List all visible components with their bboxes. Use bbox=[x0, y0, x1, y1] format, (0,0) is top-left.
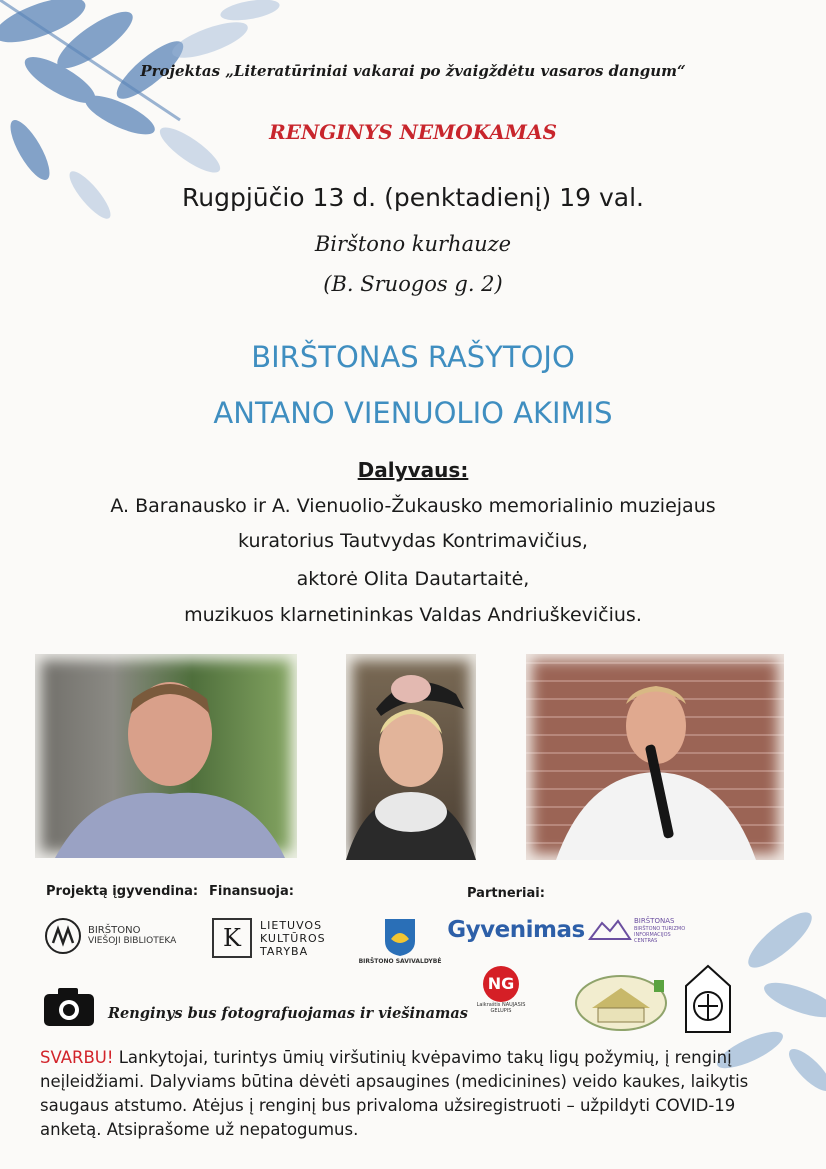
photo-notice: Renginys bus fotografuojamas ir viešinamas bbox=[108, 1005, 468, 1022]
participant-line-1: A. Baranausko ir A. Vienuolio-Žukausko memorialinio muziejaus bbox=[110, 495, 716, 517]
photo-actress bbox=[346, 654, 476, 860]
tourism-logo bbox=[588, 912, 708, 948]
event-address: (B. Sruogos g. 2) bbox=[323, 272, 503, 296]
photo-clarinetist bbox=[526, 654, 784, 860]
participants-heading: Dalyvaus: bbox=[357, 458, 469, 482]
free-event-badge: RENGINYS NEMOKAMAS bbox=[269, 120, 557, 144]
participant-line-3: aktorė Olita Dautartaitė, bbox=[296, 568, 530, 590]
library-emblem-icon bbox=[44, 917, 82, 955]
covid-notice bbox=[40, 1046, 800, 1142]
tourism-name-1: BIRŠTONAS bbox=[634, 917, 675, 925]
project-title: Projektas „Literatūriniai vakarai po žvaigždėtu vasaros dangum“ bbox=[140, 62, 686, 80]
tourism-mountain-icon bbox=[588, 917, 632, 943]
label-implements: Projektą įgyvendina: bbox=[46, 884, 199, 899]
gyvenimas-text: Gyvenimas bbox=[447, 917, 585, 943]
library-name-2: VIEŠOJI BIBLIOTEKA bbox=[88, 936, 177, 946]
municipality-name: BIRŠTONO SAVIVALDYBĖ bbox=[358, 958, 442, 965]
ng-logo bbox=[466, 964, 536, 1016]
council-logo bbox=[212, 912, 352, 964]
event-title-line1: BIRŠTONAS RAŠYTOJO bbox=[251, 340, 575, 374]
ng-subtitle: Laikraštis NAUJASIS GELUPIS bbox=[476, 1002, 526, 1014]
notice-prefix: SVARBU! bbox=[40, 1048, 114, 1067]
participant-line-4: muzikuos klarnetininkas Valdas Andriuškevičius. bbox=[184, 604, 642, 626]
council-name-1: LIETUVOS bbox=[260, 918, 323, 932]
ng-text: NG bbox=[483, 966, 519, 1002]
ornament-logo bbox=[684, 964, 732, 1034]
participant-line-2: kuratorius Tautvydas Kontrimavičius, bbox=[238, 530, 588, 552]
gyvenimas-logo bbox=[447, 912, 585, 948]
event-venue: Birštono kurhauze bbox=[314, 232, 512, 256]
notice-text: Lankytojai, turintys ūmių viršutinių kvėpavimo takų ligų požymių, į renginį neįleidžiami. Dalyviams būtina dėvėti apsaugines (medicinines) veido kaukes, laikytis saugaus atstumo. Atėjus į renginį bus privaloma užsiregistruoti – užpildyti COVID-19 anketą. Atsiprašome už nepatogumus. bbox=[40, 1048, 749, 1139]
event-title-line2: ANTANO VIENUOLIO AKIMIS bbox=[213, 396, 613, 430]
tourism-name-2: BIRŠTONO TURIZMO INFORMACIJOS CENTRAS bbox=[634, 926, 686, 944]
municipality-shield-icon bbox=[383, 917, 417, 957]
label-funds: Finansuoja: bbox=[209, 884, 294, 899]
photo-curator bbox=[35, 654, 297, 858]
library-logo bbox=[44, 914, 190, 958]
library-name-1: BIRŠTONO bbox=[88, 925, 141, 936]
camera-icon bbox=[42, 986, 96, 1028]
event-date: Rugpjūčio 13 d. (penktadienį) 19 val. bbox=[182, 183, 644, 212]
council-letter: K bbox=[212, 918, 252, 958]
council-name-3: TARYBA bbox=[260, 944, 309, 958]
house-logo bbox=[574, 974, 668, 1032]
label-partners: Partneriai: bbox=[467, 886, 545, 901]
council-name-2: KULTŪROS bbox=[260, 931, 326, 945]
municipality-logo bbox=[358, 912, 442, 972]
